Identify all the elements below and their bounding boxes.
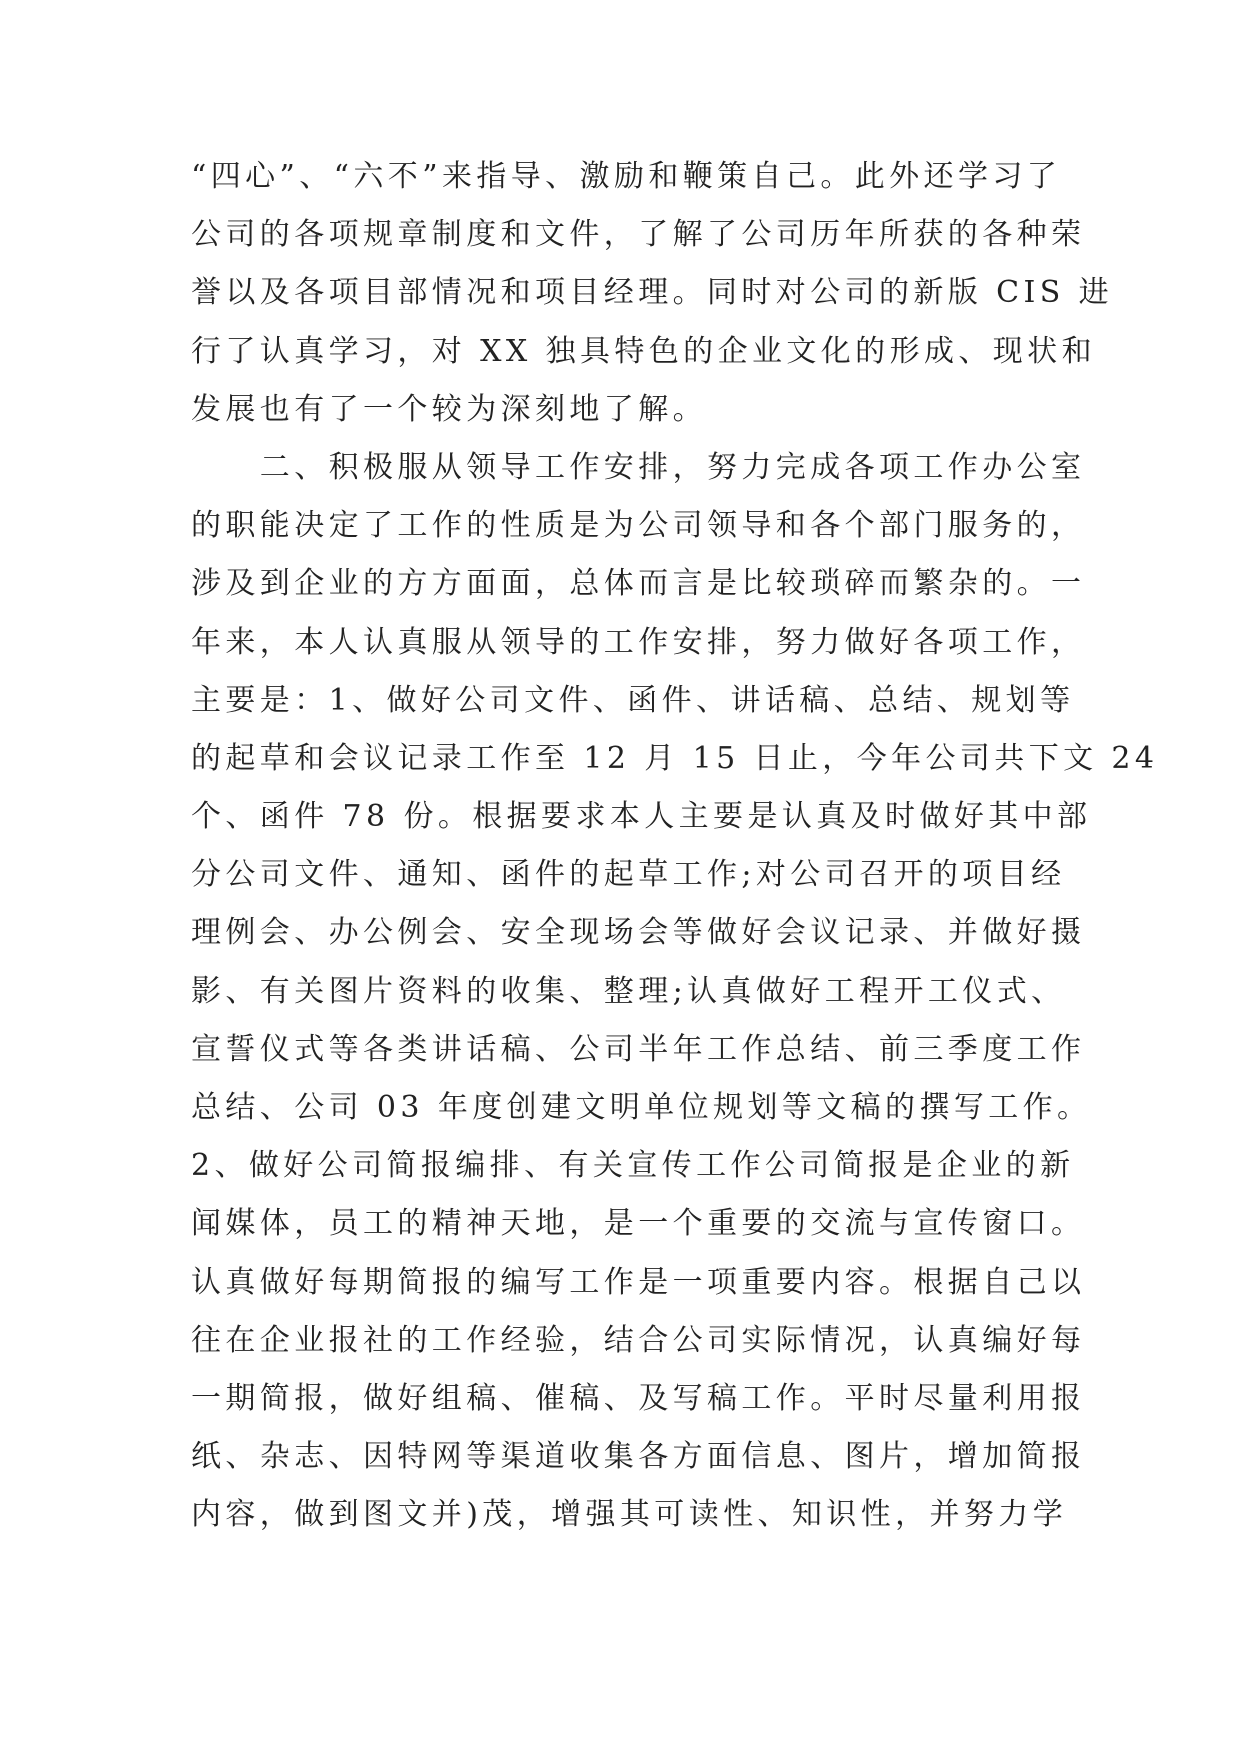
text-line: 总结、公司 03 年度创建文明单位规划等文稿的撰写工作。 [191, 1090, 1092, 1125]
text-line: 年来，本人认真服从领导的工作安排，努力做好各项工作， [191, 624, 1086, 660]
text-line: 的职能决定了工作的性质是为公司领导和各个部门服务的， [191, 508, 1086, 544]
text-line: 2、做好公司简报编排、有关宣传工作公司简报是企业的新 [191, 1148, 1075, 1184]
text-line: 的起草和会议记录工作至 12 月 15 日止，今年公司共下文 24 [191, 740, 1159, 776]
text-line: 二、积极服从领导工作安排，努力完成各项工作办公室 [191, 449, 1086, 485]
text-line: 宣誓仪式等各类讲话稿、公司半年工作总结、前三季度工作 [191, 1031, 1086, 1067]
text-line: 个、函件 78 份。根据要求本人主要是认真及时做好其中部 [191, 799, 1092, 835]
text-line: 内容，做到图文并)茂，增强其可读性、知识性，并努力学 [191, 1497, 1068, 1533]
text-line: 誉以及各项目部情况和项目经理。同时对公司的新版 CIS 进 [191, 275, 1114, 311]
text-line: 往在企业报社的工作经验，结合公司实际情况，认真编好每 [191, 1322, 1086, 1358]
text-line: 纸、杂志、因特网等渠道收集各方面信息、图片，增加简报 [191, 1439, 1086, 1475]
text-line: 发展也有了一个较为深刻地了解。 [191, 391, 707, 427]
text-line: “四心”、“六不”来指导、激励和鞭策自己。此外还学习了 [191, 159, 1062, 194]
body-text [191, 148, 1159, 1545]
text-line: 一期简报，做好组稿、催稿、及写稿工作。平时尽量利用报 [191, 1380, 1086, 1416]
text-line: 公司的各项规章制度和文件，了解了公司历年所获的各种荣 [191, 217, 1086, 253]
text-line: 影、有关图片资料的收集、整理;认真做好工程开工仪式、 [191, 973, 1066, 1009]
text-line: 主要是：1、做好公司文件、函件、讲话稿、总结、规划等 [191, 682, 1075, 718]
text-line: 涉及到企业的方方面面，总体而言是比较琐碎而繁杂的。一 [191, 566, 1086, 602]
text-line: 行了认真学习，对 XX 独具特色的企业文化的形成、现状和 [191, 333, 1096, 369]
text-line: 理例会、办公例会、安全现场会等做好会议记录、并做好摄 [191, 915, 1086, 951]
text-line: 分公司文件、通知、函件的起草工作;对公司召开的项目经 [191, 857, 1066, 893]
text-line: 闻媒体，员工的精神天地，是一个重要的交流与宣传窗口。 [191, 1206, 1086, 1242]
text-line: 认真做好每期简报的编写工作是一项重要内容。根据自己以 [191, 1264, 1086, 1300]
